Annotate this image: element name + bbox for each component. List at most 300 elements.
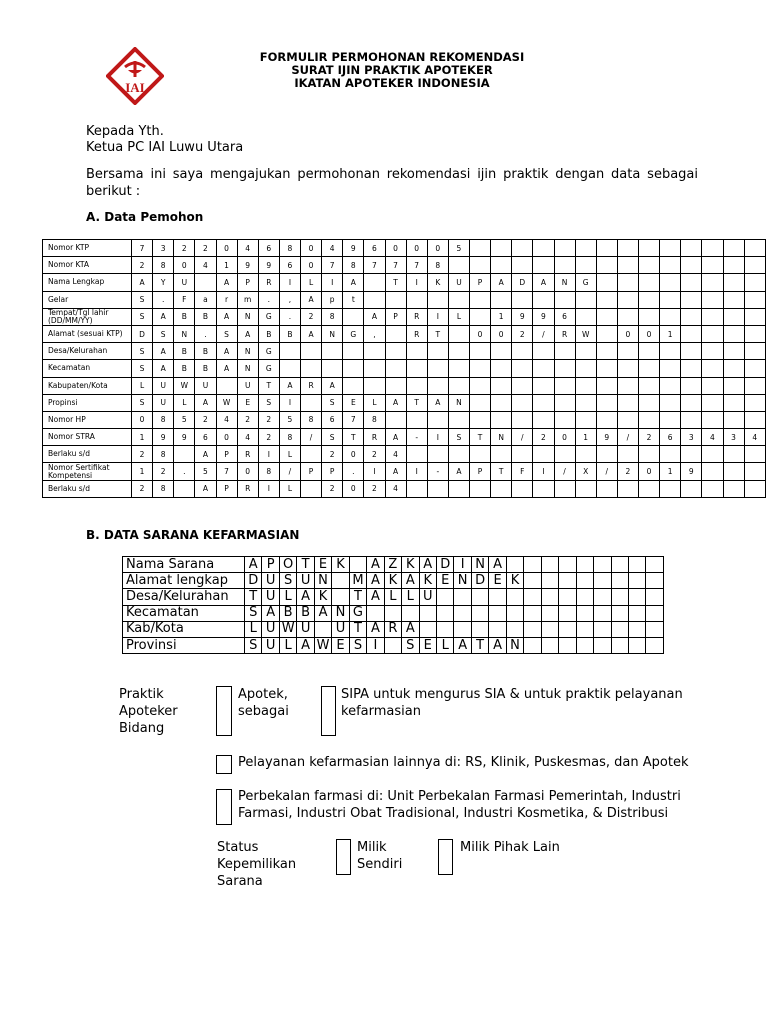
char-box[interactable]: K [506,573,523,589]
char-box[interactable]: T [245,589,262,605]
char-box[interactable] [174,480,195,497]
char-box[interactable] [406,343,427,360]
char-box[interactable]: E [332,637,349,653]
char-box[interactable] [660,343,681,360]
char-box[interactable]: I [427,429,448,446]
char-box[interactable] [349,557,366,573]
char-box[interactable]: . [174,463,195,480]
char-box[interactable]: 2 [132,446,153,463]
char-box[interactable]: 9 [533,308,554,325]
char-box[interactable] [596,308,617,325]
char-box[interactable]: S [132,343,153,360]
char-box[interactable]: N [448,394,469,411]
char-box[interactable] [406,377,427,394]
char-box[interactable] [470,394,491,411]
char-box[interactable] [660,394,681,411]
char-box[interactable]: L [364,394,385,411]
char-box[interactable]: D [245,573,262,589]
char-box[interactable] [576,557,593,573]
char-box[interactable]: S [216,325,237,342]
char-box[interactable]: A [385,463,406,480]
char-box[interactable] [575,446,596,463]
char-box[interactable]: G [258,360,279,377]
char-box[interactable]: - [406,429,427,446]
char-box[interactable] [367,605,384,621]
char-box[interactable]: A [297,589,314,605]
char-box[interactable]: . [343,463,364,480]
char-box[interactable]: 9 [237,257,258,274]
char-box[interactable] [385,325,406,342]
char-box[interactable] [594,621,611,637]
char-box[interactable] [617,257,638,274]
char-box[interactable] [216,377,237,394]
char-box[interactable] [628,621,645,637]
char-box[interactable]: 6 [660,429,681,446]
char-box[interactable] [512,394,533,411]
char-box[interactable]: 8 [153,480,174,497]
char-box[interactable] [702,377,723,394]
char-box[interactable]: A [216,360,237,377]
char-box[interactable]: U [262,573,279,589]
char-box[interactable] [471,621,488,637]
char-box[interactable]: U [195,377,216,394]
char-box[interactable] [702,463,723,480]
char-box[interactable] [594,605,611,621]
perbekalan-checkbox[interactable] [216,789,232,825]
char-box[interactable] [524,557,541,573]
char-box[interactable]: S [245,637,262,653]
char-box[interactable] [646,589,664,605]
char-box[interactable]: A [367,557,384,573]
char-box[interactable]: E [436,573,453,589]
char-box[interactable]: T [427,325,448,342]
char-box[interactable]: S [448,429,469,446]
char-box[interactable] [343,377,364,394]
char-box[interactable]: A [237,325,258,342]
char-box[interactable] [524,621,541,637]
char-box[interactable]: 2 [617,463,638,480]
char-box[interactable] [554,291,575,308]
char-box[interactable]: K [419,573,436,589]
char-box[interactable]: I [364,463,385,480]
char-box[interactable]: P [216,480,237,497]
char-box[interactable] [332,589,349,605]
char-box[interactable]: t [343,291,364,308]
char-box[interactable]: S [322,429,343,446]
char-box[interactable] [660,446,681,463]
char-box[interactable]: I [427,308,448,325]
char-box[interactable] [617,394,638,411]
char-box[interactable] [533,480,554,497]
char-box[interactable] [554,343,575,360]
char-box[interactable]: . [153,291,174,308]
char-box[interactable] [512,360,533,377]
char-box[interactable]: A [489,637,506,653]
char-box[interactable]: 1 [491,308,512,325]
char-box[interactable]: 8 [364,411,385,428]
char-box[interactable]: 2 [153,463,174,480]
char-box[interactable] [533,394,554,411]
char-box[interactable] [646,621,664,637]
char-box[interactable] [541,605,558,621]
char-box[interactable] [596,274,617,291]
char-box[interactable]: L [436,637,453,653]
char-box[interactable] [533,257,554,274]
char-box[interactable]: A [322,377,343,394]
char-box[interactable] [681,257,702,274]
char-box[interactable] [301,394,322,411]
char-box[interactable] [301,446,322,463]
char-box[interactable] [576,621,593,637]
char-box[interactable] [427,343,448,360]
char-box[interactable] [646,605,664,621]
char-box[interactable]: 0 [301,257,322,274]
char-box[interactable] [470,257,491,274]
char-box[interactable] [470,343,491,360]
char-box[interactable]: T [349,621,366,637]
char-box[interactable]: P [470,274,491,291]
char-box[interactable] [384,605,401,621]
char-box[interactable] [454,621,471,637]
char-box[interactable]: A [279,377,300,394]
char-box[interactable] [427,411,448,428]
char-box[interactable] [744,411,765,428]
char-box[interactable] [723,411,744,428]
char-box[interactable] [489,605,506,621]
char-box[interactable]: U [237,377,258,394]
char-box[interactable]: N [237,360,258,377]
char-box[interactable] [533,240,554,257]
char-box[interactable]: S [132,360,153,377]
char-box[interactable] [681,360,702,377]
char-box[interactable] [639,411,660,428]
char-box[interactable] [559,637,576,653]
char-box[interactable] [702,308,723,325]
char-box[interactable] [427,446,448,463]
char-box[interactable]: 0 [174,257,195,274]
char-box[interactable] [427,291,448,308]
char-box[interactable] [524,573,541,589]
char-box[interactable] [301,360,322,377]
char-box[interactable] [596,343,617,360]
char-box[interactable]: B [195,360,216,377]
char-box[interactable] [723,325,744,342]
char-box[interactable] [524,605,541,621]
char-box[interactable] [611,573,628,589]
char-box[interactable] [617,274,638,291]
char-box[interactable]: 1 [575,429,596,446]
char-box[interactable] [470,446,491,463]
char-box[interactable]: T [385,274,406,291]
char-box[interactable] [559,573,576,589]
char-box[interactable]: 3 [681,429,702,446]
char-box[interactable] [596,446,617,463]
char-box[interactable] [681,446,702,463]
char-box[interactable]: L [279,589,296,605]
char-box[interactable]: / [617,429,638,446]
char-box[interactable]: N [237,343,258,360]
char-box[interactable] [406,291,427,308]
char-box[interactable]: B [297,605,314,621]
char-box[interactable] [559,605,576,621]
char-box[interactable]: 0 [491,325,512,342]
char-box[interactable]: G [258,308,279,325]
char-box[interactable] [744,257,765,274]
char-box[interactable]: 2 [533,429,554,446]
char-box[interactable] [489,589,506,605]
char-box[interactable]: G [349,605,366,621]
char-box[interactable]: N [314,573,331,589]
char-box[interactable] [322,360,343,377]
char-box[interactable]: B [258,325,279,342]
char-box[interactable]: O [279,557,296,573]
char-box[interactable]: A [367,573,384,589]
char-box[interactable]: 7 [216,463,237,480]
char-box[interactable]: 7 [406,257,427,274]
char-box[interactable]: K [314,589,331,605]
char-box[interactable]: P [385,308,406,325]
char-box[interactable]: U [174,274,195,291]
char-box[interactable]: R [406,325,427,342]
char-box[interactable] [596,325,617,342]
char-box[interactable]: X [575,463,596,480]
char-box[interactable] [744,325,765,342]
char-box[interactable] [541,557,558,573]
char-box[interactable]: W [279,621,296,637]
char-box[interactable] [406,360,427,377]
char-box[interactable] [554,446,575,463]
char-box[interactable] [512,291,533,308]
char-box[interactable]: 0 [554,429,575,446]
char-box[interactable] [596,377,617,394]
char-box[interactable] [575,411,596,428]
char-box[interactable] [506,605,523,621]
char-box[interactable]: N [454,573,471,589]
char-box[interactable]: U [153,377,174,394]
char-box[interactable] [385,411,406,428]
char-box[interactable]: 4 [237,240,258,257]
char-box[interactable] [385,360,406,377]
char-box[interactable] [639,291,660,308]
char-box[interactable]: U [262,621,279,637]
char-box[interactable] [448,446,469,463]
char-box[interactable] [470,291,491,308]
char-box[interactable] [723,308,744,325]
char-box[interactable]: S [153,325,174,342]
char-box[interactable]: 8 [301,411,322,428]
char-box[interactable] [702,360,723,377]
char-box[interactable]: N [332,605,349,621]
char-box[interactable] [576,573,593,589]
char-box[interactable]: A [301,325,322,342]
char-box[interactable]: 8 [153,257,174,274]
char-box[interactable]: 6 [279,257,300,274]
char-box[interactable] [744,240,765,257]
char-box[interactable]: A [262,605,279,621]
char-box[interactable] [470,480,491,497]
char-box[interactable] [385,343,406,360]
char-box[interactable]: A [419,557,436,573]
char-box[interactable] [491,257,512,274]
char-box[interactable]: U [419,589,436,605]
char-box[interactable]: R [258,274,279,291]
char-box[interactable]: 0 [216,429,237,446]
char-box[interactable] [512,446,533,463]
char-box[interactable]: 4 [744,429,765,446]
char-box[interactable] [402,605,419,621]
char-box[interactable]: I [533,463,554,480]
char-box[interactable] [702,394,723,411]
char-box[interactable] [575,308,596,325]
char-box[interactable]: D [512,274,533,291]
char-box[interactable]: L [174,394,195,411]
char-box[interactable]: P [301,463,322,480]
char-box[interactable] [639,394,660,411]
char-box[interactable]: N [471,557,488,573]
char-box[interactable]: P [322,463,343,480]
char-box[interactable] [491,343,512,360]
char-box[interactable]: 2 [258,429,279,446]
char-box[interactable]: 4 [195,257,216,274]
char-box[interactable]: Z [384,557,401,573]
char-box[interactable] [660,257,681,274]
char-box[interactable]: 0 [216,240,237,257]
char-box[interactable]: G [343,325,364,342]
char-box[interactable] [744,343,765,360]
char-box[interactable] [454,589,471,605]
char-box[interactable]: U [153,394,174,411]
char-box[interactable] [554,360,575,377]
char-box[interactable] [384,637,401,653]
char-box[interactable]: F [512,463,533,480]
char-box[interactable] [436,621,453,637]
char-box[interactable]: 9 [258,257,279,274]
char-box[interactable]: 3 [723,429,744,446]
char-box[interactable] [491,411,512,428]
char-box[interactable] [448,257,469,274]
char-box[interactable] [554,377,575,394]
char-box[interactable] [646,557,664,573]
char-box[interactable]: U [297,573,314,589]
char-box[interactable] [723,394,744,411]
char-box[interactable] [639,480,660,497]
char-box[interactable]: 0 [406,240,427,257]
char-box[interactable] [533,291,554,308]
char-box[interactable] [596,360,617,377]
char-box[interactable] [628,557,645,573]
char-box[interactable]: N [237,308,258,325]
char-box[interactable]: 1 [132,463,153,480]
char-box[interactable] [554,240,575,257]
char-box[interactable] [611,637,628,653]
char-box[interactable]: L [245,621,262,637]
char-box[interactable]: / [279,463,300,480]
char-box[interactable]: A [385,429,406,446]
char-box[interactable]: A [153,360,174,377]
char-box[interactable] [660,308,681,325]
own-self-checkbox[interactable] [336,839,351,875]
char-box[interactable] [723,291,744,308]
char-box[interactable] [594,589,611,605]
char-box[interactable]: 8 [279,429,300,446]
char-box[interactable] [524,589,541,605]
char-box[interactable]: / [554,463,575,480]
char-box[interactable] [744,446,765,463]
char-box[interactable] [343,308,364,325]
char-box[interactable]: 2 [322,446,343,463]
char-box[interactable] [639,343,660,360]
char-box[interactable] [596,257,617,274]
char-box[interactable] [617,240,638,257]
char-box[interactable] [554,480,575,497]
char-box[interactable]: R [301,377,322,394]
char-box[interactable]: A [301,291,322,308]
char-box[interactable]: 2 [639,429,660,446]
char-box[interactable]: E [489,573,506,589]
char-box[interactable]: W [174,377,195,394]
char-box[interactable]: A [195,480,216,497]
char-box[interactable]: 5 [174,411,195,428]
char-box[interactable] [541,589,558,605]
char-box[interactable] [489,621,506,637]
char-box[interactable] [279,343,300,360]
char-box[interactable] [594,557,611,573]
char-box[interactable]: R [384,621,401,637]
char-box[interactable]: T [343,429,364,446]
char-box[interactable]: 2 [132,480,153,497]
char-box[interactable]: 8 [258,463,279,480]
char-box[interactable] [628,637,645,653]
char-box[interactable] [448,411,469,428]
char-box[interactable] [660,480,681,497]
char-box[interactable]: P [262,557,279,573]
char-box[interactable] [436,605,453,621]
char-box[interactable]: D [471,573,488,589]
char-box[interactable] [596,394,617,411]
char-box[interactable] [681,343,702,360]
char-box[interactable] [279,360,300,377]
char-box[interactable] [575,291,596,308]
char-box[interactable]: A [153,343,174,360]
char-box[interactable]: 2 [364,480,385,497]
char-box[interactable]: 8 [427,257,448,274]
char-box[interactable]: 5 [448,240,469,257]
own-other-checkbox[interactable] [438,839,453,875]
char-box[interactable]: I [406,463,427,480]
char-box[interactable]: N [506,637,523,653]
char-box[interactable] [617,291,638,308]
char-box[interactable] [575,377,596,394]
char-box[interactable]: , [364,325,385,342]
char-box[interactable]: / [512,429,533,446]
char-box[interactable]: S [322,394,343,411]
char-box[interactable]: B [174,360,195,377]
char-box[interactable] [554,394,575,411]
char-box[interactable] [541,637,558,653]
char-box[interactable]: N [322,325,343,342]
char-box[interactable]: 6 [258,240,279,257]
char-box[interactable]: . [258,291,279,308]
char-box[interactable]: A [427,394,448,411]
char-box[interactable]: 2 [364,446,385,463]
char-box[interactable]: S [279,573,296,589]
char-box[interactable] [681,377,702,394]
char-box[interactable] [559,621,576,637]
char-box[interactable]: G [258,343,279,360]
char-box[interactable] [639,274,660,291]
char-box[interactable]: E [314,557,331,573]
char-box[interactable]: U [262,637,279,653]
